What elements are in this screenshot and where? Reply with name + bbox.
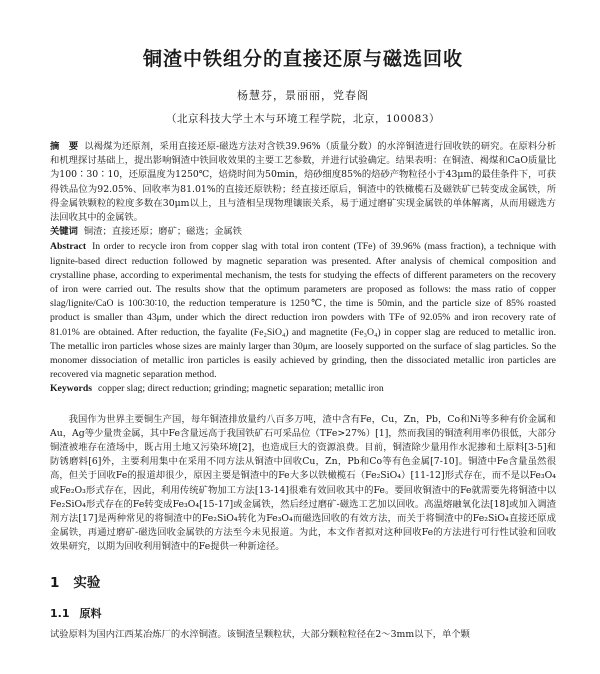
subsection-number: 1.1 xyxy=(50,606,70,620)
abstract-en xyxy=(50,240,556,382)
affiliation: （北京科技大学土木与环境工程学院，北京，100083） xyxy=(165,113,441,125)
keywords-en-text: copper slag; direct reduction; grinding; magnetic separation; metallic iron xyxy=(97,383,384,395)
keywords-en xyxy=(50,382,556,396)
keywords-en-label: Keywords xyxy=(50,383,92,395)
abstract-cn-text: 以褐煤为还原剂，采用直接还原-磁选方法对含铁39.96%（质量分数）的水淬铜渣进行回收铁的研究。在原料分析和机理探讨基础上，提出影响铜渣中铁回收效果的主要工艺参数，并进行试验确定。结果表明：在铜渣、褐煤和CaO质量比为100∶30∶10，还原温度为1250℃，焙烧时间为50min，焙砂细度85%的焙砂产物粒径小于43μm的最佳条件下，可获得铁品位为92.05%、回收率为81.01%的直接还原铁粉；经直接还原后，铜渣中的铁橄榄石及磁铁矿已转变成金属铁，所得金属铁颗粒的粒度多数在30μm以上，且与渣相呈现物理镶嵌关系，易于通过磨矿实现金属铁的单体解离，从而用磁选方法回收其中的金属铁。 xyxy=(50,141,556,224)
section-heading-1 xyxy=(50,571,556,591)
abstract-cn xyxy=(50,140,556,225)
abstract-en-label: Abstract xyxy=(50,241,87,253)
abstract-en-text: In order to recycle iron from copper slag with total iron content (TFe) of 39.96% (mass fraction), a technique with lignite-based direct reduction followed by magnetic separation was presented. After analysis of chemical composition and crystalline phase, according to experimental mechanism, the tests for studying the effects of different parameters on the recovery of iron were carried out. The results show that the optimum parameters are proposed as follows: the mass ratio of copper slag/lignite/CaO is 100∶30∶10, the reduction temperature is 1250℃, the time is 50min, and the particle size of 85% roasted product is smaller than 43μm, under which the direct reduction iron powders with TFe of 92.05% and iron recovery rate of 81.01% are obtained. After reduction, the fayalite (Fe₂SiO₄) and magnetite (Fe₃O₄) in copper slag are reduced to metallic iron. The metallic iron particles whose sizes are mainly larger than 30μm, are loosely supported on the surface of slag particles. So the monomer dissociation of metallic iron particles is easily achieved by grinding, then the dissociated metallic iron particles are recovered via magnetic separation method. xyxy=(50,241,556,381)
subsection-title: 原料 xyxy=(79,606,102,620)
paper-title: 铜渣中铁组分的直接还原与磁选回收 xyxy=(142,48,463,70)
section-number: 1 xyxy=(50,574,60,591)
section-title: 实验 xyxy=(73,574,101,591)
body-paragraph: 试验原料为国内江西某冶炼厂的水淬铜渣。该铜渣呈颗粒状，大部分颗粒粒径在2～3mm以下，单个颗 xyxy=(50,628,470,640)
subsection-heading-1-1 xyxy=(50,605,556,621)
keywords-cn xyxy=(50,225,556,239)
keywords-cn-text: 铜渣；直接还原；磨矿；磁选；金属铁 xyxy=(83,226,242,238)
abstract-cn-label: 摘 要 xyxy=(50,141,79,152)
keywords-cn-label: 关键词 xyxy=(50,226,78,238)
intro-paragraph: 我国作为世界主要铜生产国，每年铜渣排放量约八百多万吨，渣中含有Fe，Cu，Zn，Pb，Co和Ni等多种有价金属和Au，Ag等少量贵金属，其中Fe含量远高于我国铁矿石可采品位（TFe>27%）[1]，然而我国的铜渣利用率仍很低，大部分铜渣被堆存在渣场中，既占用土地又污染环境[2]，也造成巨大的资源浪费。目前，铜渣除少量用作水泥掺和土原料[3-5]和防锈磨料[6]外，主要利用集中在采用不同方法从铜渣中回收Cu，Zn，Pb和Co等有色金属[7-10]。铜渣中Fe含量虽然很高，但关于回收Fe的报道却很少，原因主要是铜渣中的Fe大多以铁橄榄石（Fe₂SiO₄）[11-12]形式存在，而不是以Fe₃O₄或Fe₂O₃形式存在，因此，利用传统矿物加工方法[13-14]很难有效回收其中的Fe。要回收铜渣中的Fe就需要先将铜渣中以Fe₂SiO₄形式存在的Fe转变成Fe₃O₄[15-17]或金属铁，然后经过磨矿-磁选工艺加以回收。高温熔融氧化法[18]或加入调渣剂方法[17]是两种常见的将铜渣中的Fe₂SiO₄转化为Fe₃O₄而磁选回收的有效方法，而关于将铜渣中的Fe₂SiO₄直接还原成金属铁，再通过磨矿-磁选回收金属铁的方法至今未见报道。为此，本文作者拟对这种回收Fe的方法进行可行性试验和回收效果研究，以期为回收利用铜渣中的Fe提供一种新途径。 xyxy=(50,413,556,553)
authors: 杨慧芬，景丽丽，党春阁 xyxy=(237,89,369,102)
